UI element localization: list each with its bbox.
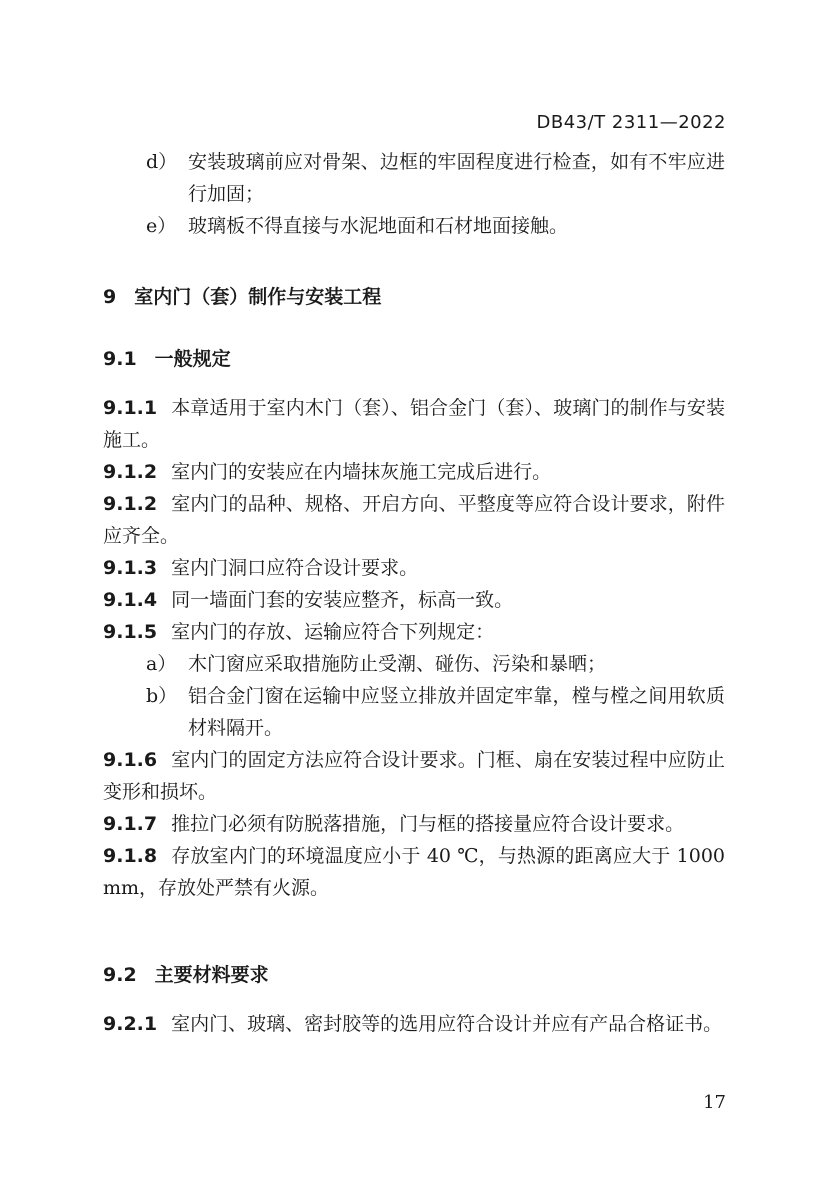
clause — [103, 456, 725, 488]
clause-number: 9.1.5 — [103, 621, 158, 643]
clause-text: 室内门的品种、规格、开启方向、平整度等应符合设计要求，附件应齐全。 — [103, 493, 725, 547]
section-title: 室内门（套）制作与安装工程 — [134, 286, 382, 308]
clause-number: 9.1.1 — [103, 397, 158, 419]
clause-text: 室内门的固定方法应符合设计要求。门框、扇在安装过程中应防止变形和损坏。 — [103, 749, 725, 803]
section-number: 9.2 — [103, 964, 137, 986]
clause — [103, 488, 725, 552]
list-item-label: a） — [146, 653, 177, 675]
clause-text: 室内门、玻璃、密封胶等的选用应符合设计并应有产品合格证书。 — [171, 1013, 723, 1035]
list-item-text: 木门窗应采取措施防止受潮、碰伤、污染和暴晒； — [188, 653, 607, 675]
clause — [103, 1008, 725, 1040]
section-number: 9 — [103, 286, 117, 308]
section-title: 一般规定 — [154, 348, 231, 370]
section-heading-9-1 — [103, 344, 231, 371]
section-title: 主要材料要求 — [154, 964, 269, 986]
clause-text: 推拉门必须有防脱落措施，门与框的搭接量应符合设计要求。 — [171, 813, 685, 835]
top-list — [103, 146, 725, 242]
clause-number: 9.1.3 — [103, 557, 158, 579]
clause-text: 室内门的存放、运输应符合下列规定： — [171, 621, 495, 643]
clause-number: 9.1.6 — [103, 749, 158, 771]
list-item — [103, 210, 725, 242]
list-item — [103, 680, 725, 744]
list-item-label: b） — [146, 685, 178, 707]
clause-text: 同一墙面门套的安装应整齐，标高一致。 — [171, 589, 514, 611]
document-code: DB43/T 2311—2022 — [536, 112, 726, 133]
clause-number: 9.1.8 — [103, 845, 158, 867]
list-item-text: 铝合金门窗在运输中应竖立排放并固定牢靠，樘与樘之间用软质材料隔开。 — [188, 685, 725, 739]
clause — [103, 584, 725, 616]
section-number: 9.1 — [103, 348, 137, 370]
clause — [103, 808, 725, 840]
clause — [103, 392, 725, 456]
clause-number: 9.1.2 — [103, 493, 158, 515]
clause — [103, 840, 725, 904]
list-item-text: 安装玻璃前应对骨架、边框的牢固程度进行检查，如有不牢应进行加固； — [188, 151, 725, 205]
section-heading-9-2 — [103, 960, 269, 987]
list-item — [103, 146, 725, 210]
clause — [103, 552, 725, 584]
clause-text: 室内门的安装应在内墙抹灰施工完成后进行。 — [171, 461, 552, 483]
clauses-9-2 — [103, 1008, 725, 1040]
list-item — [103, 648, 725, 680]
clause — [103, 616, 725, 648]
clause-number: 9.2.1 — [103, 1013, 158, 1035]
clause-text: 室内门洞口应符合设计要求。 — [171, 557, 419, 579]
clause-number: 9.1.7 — [103, 813, 158, 835]
list-item-text: 玻璃板不得直接与水泥地面和石材地面接触。 — [188, 215, 569, 237]
section-heading-9 — [103, 282, 381, 309]
page-number: 17 — [703, 1092, 726, 1113]
clause-number: 9.1.2 — [103, 461, 158, 483]
list-item-label: d） — [146, 151, 178, 173]
clauses-9-1 — [103, 392, 725, 904]
clause — [103, 744, 725, 808]
list-item-label: e） — [146, 215, 177, 237]
clause-text: 本章适用于室内木门（套）、铝合金门（套）、玻璃门的制作与安装施工。 — [103, 397, 725, 451]
clause-text: 存放室内门的环境温度应小于 40 ℃，与热源的距离应大于 1000 mm，存放处严禁有火源。 — [103, 845, 725, 899]
clause-number: 9.1.4 — [103, 589, 158, 611]
